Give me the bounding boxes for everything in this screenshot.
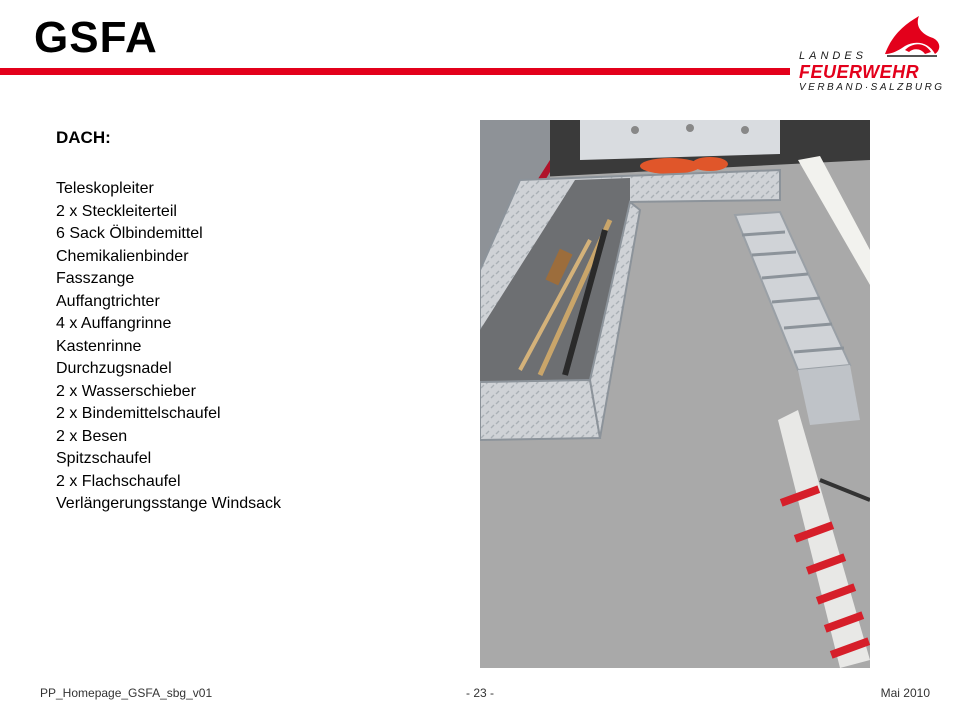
list-item: 6 Sack Ölbindemittel: [56, 225, 203, 242]
list-item: 2 x Flachschaufel: [56, 472, 181, 490]
roof-photo: [480, 120, 870, 668]
list-item: Kastenrinne: [56, 337, 142, 355]
list-item: 2 x Steckleiterteil: [56, 202, 177, 220]
list-item: Verlängerungsstange Windsack: [56, 495, 282, 512]
list-item: 4 x Auffangrinne: [56, 315, 172, 332]
footer-page-number: - 23 -: [465, 686, 494, 700]
equipment-list: [56, 178, 281, 516]
footer-date: Mai 2010: [880, 686, 930, 700]
list-item: Auffangtrichter: [56, 292, 160, 310]
logo-text-verband: VERBAND·SALZBURG: [799, 82, 945, 93]
slide-title: GSFA: [34, 13, 158, 62]
list-item: Teleskopleiter: [56, 180, 154, 197]
section-heading: DACH:: [56, 128, 111, 147]
list-item: Fasszange: [56, 270, 135, 287]
title-divider: [0, 68, 790, 75]
logo-text-landes: LANDES: [799, 50, 868, 62]
list-item: 2 x Wasserschieber: [56, 382, 196, 400]
list-item: 2 x Besen: [56, 427, 128, 445]
flame-swoosh-icon: [875, 12, 945, 60]
list-item: Spitzschaufel: [56, 450, 152, 467]
list-item: Durchzugsnadel: [56, 360, 172, 377]
vehicle-roof-illustration: [480, 120, 870, 668]
list-item: Chemikalienbinder: [56, 247, 189, 265]
logo-text-feuerwehr: FEUERWEHR: [799, 62, 920, 82]
landesfeuerwehrverband-logo: [795, 12, 955, 96]
list-item: 2 x Bindemittelschaufel: [56, 405, 221, 422]
footer-filename: PP_Homepage_GSFA_sbg_v01: [40, 686, 213, 700]
